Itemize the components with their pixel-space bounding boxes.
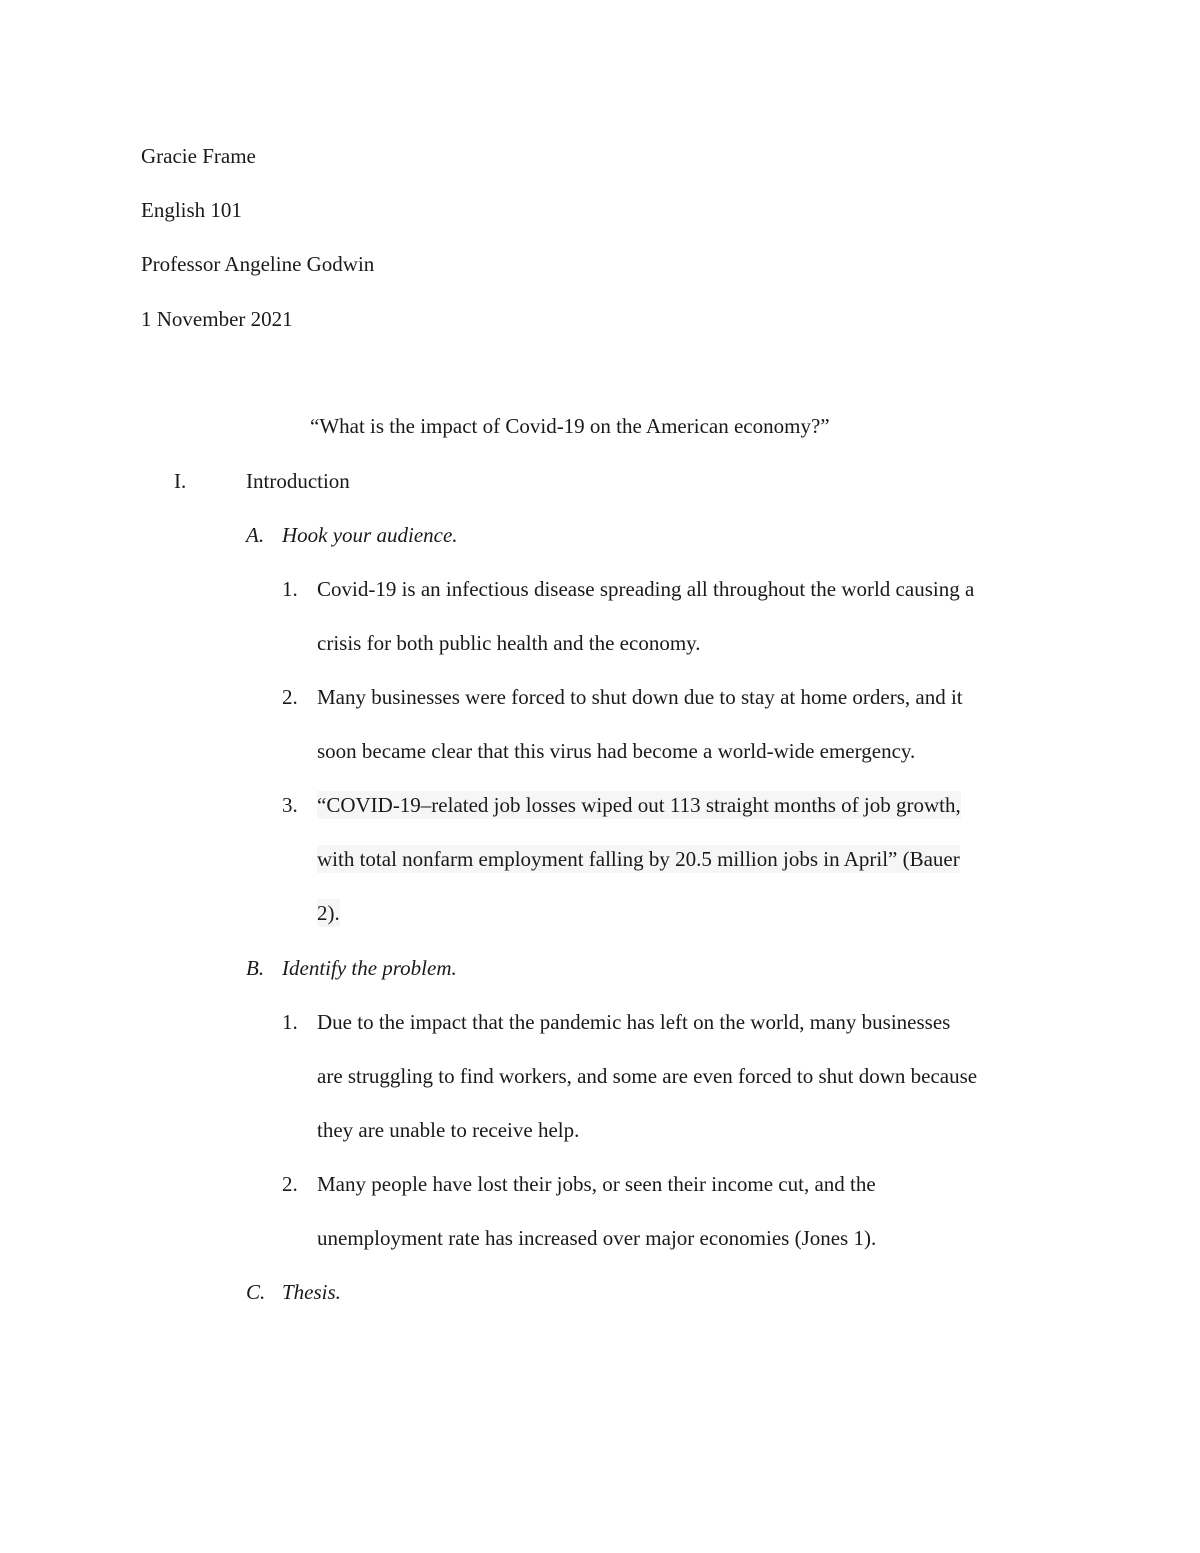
course-name: English 101 [141,198,242,222]
text-line: crisis for both public health and the economy. [317,631,701,655]
text-line: Many people have lost their jobs, or seen their income cut, and the [317,1172,876,1196]
subheading-hook: Hook your audience. [282,523,458,547]
quote-line: “COVID-19–related job losses wiped out 113 straight months of job growth, [317,793,961,817]
text-line: are struggling to find workers, and some are even forced to shut down because [317,1064,978,1088]
quote-line: 2). [317,901,340,925]
document-title: “What is the impact of Covid-19 on the American economy?” [310,414,830,438]
text-line: they are unable to receive help. [317,1118,580,1142]
outline-letter-a: A. [246,523,265,547]
outline-letter-c: C. [246,1280,266,1304]
outline-number-a2: 2. [282,685,298,709]
outline-numeral-i: I. [174,469,187,493]
text-line: Many businesses were forced to shut down due to stay at home orders, and it [317,685,963,709]
text-line: Covid-19 is an infectious disease spreading all throughout the world causing a [317,577,975,601]
professor-name: Professor Angeline Godwin [141,252,375,276]
outline-number-a1: 1. [282,577,298,601]
outline-letter-b: B. [246,956,265,980]
text-line: soon became clear that this virus had become a world-wide emergency. [317,739,916,763]
subheading-thesis: Thesis. [282,1280,341,1304]
student-name: Gracie Frame [141,144,256,168]
section-heading-introduction: Introduction [246,469,350,493]
text-line: unemployment rate has increased over major economies (Jones 1). [317,1226,877,1250]
document-date: 1 November 2021 [141,307,293,331]
subheading-problem: Identify the problem. [282,956,457,980]
text-line: Due to the impact that the pandemic has left on the world, many businesses [317,1010,951,1034]
outline-number-b1: 1. [282,1010,298,1034]
outline-number-b2: 2. [282,1172,298,1196]
quote-line: with total nonfarm employment falling by 20.5 million jobs in April” (Bauer [317,847,960,871]
outline-number-a3: 3. [282,793,298,817]
